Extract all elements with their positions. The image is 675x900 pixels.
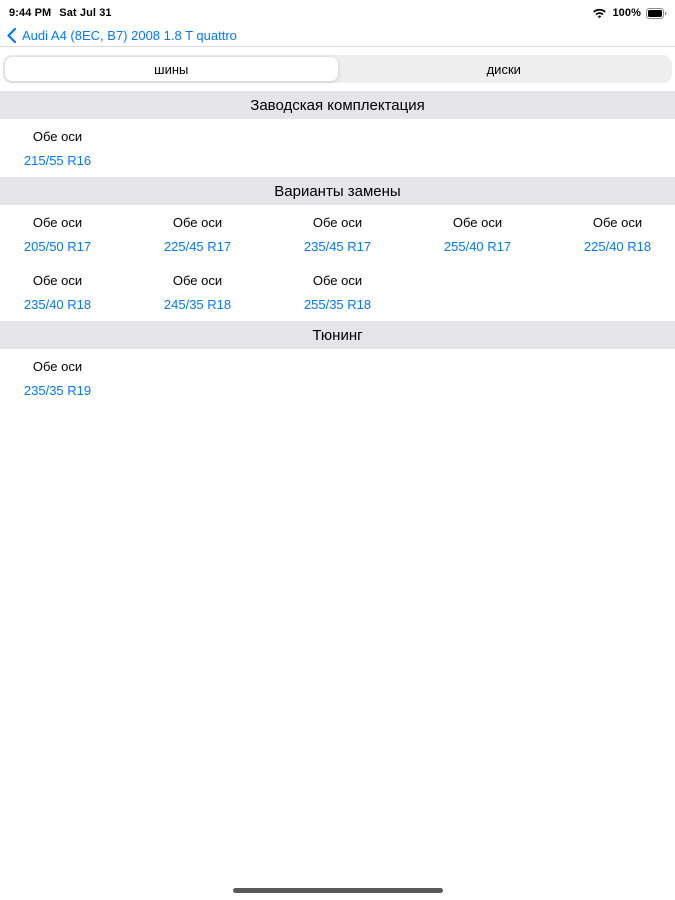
battery-percent: 100%: [612, 7, 641, 19]
segment-tab[interactable]: диски: [486, 61, 521, 77]
wifi-icon: [592, 8, 607, 19]
tire-size-link[interactable]: 225/40 R18: [583, 239, 652, 254]
tire-item: [23, 349, 92, 407]
tire-item: [23, 205, 92, 263]
section-header: Заводская комплектация: [0, 91, 675, 119]
chevron-left-icon: [7, 28, 16, 43]
tire-item: [23, 119, 92, 177]
section: [0, 91, 675, 177]
tire-axis-label: Обе оси: [32, 129, 83, 144]
segment-tab[interactable]: шины: [5, 57, 338, 81]
home-indicator[interactable]: [233, 888, 443, 893]
tire-axis-label: Обе оси: [452, 215, 503, 230]
tire-item: [443, 205, 512, 263]
tire-item: [303, 205, 372, 263]
section-grid: [0, 349, 675, 407]
tire-axis-label: Обе оси: [32, 273, 83, 288]
back-button[interactable]: [7, 28, 237, 43]
tire-size-link[interactable]: 235/35 R19: [23, 383, 92, 398]
tire-item: [583, 205, 652, 263]
tire-size-link[interactable]: 235/40 R18: [23, 297, 92, 312]
section: [0, 321, 675, 407]
tire-axis-label: Обе оси: [32, 359, 83, 374]
segmented-control: [3, 55, 672, 83]
section-header: Варианты замены: [0, 177, 675, 205]
status-bar: [0, 0, 675, 24]
tire-axis-label: Обе оси: [32, 215, 83, 230]
section-grid: [0, 119, 675, 177]
tire-size-link[interactable]: 225/45 R17: [163, 239, 232, 254]
tire-item: [163, 263, 232, 321]
tire-axis-label: Обе оси: [312, 215, 363, 230]
section-header: Тюнинг: [0, 321, 675, 349]
tire-axis-label: Обе оси: [172, 273, 223, 288]
tire-axis-label: Обе оси: [172, 215, 223, 230]
status-time: 9:44 PM: [9, 7, 52, 19]
tire-size-link[interactable]: 245/35 R18: [163, 297, 232, 312]
back-button-label: Audi A4 (8EC, B7) 2008 1.8 T quattro: [22, 27, 237, 43]
status-date: Sat Jul 31: [59, 7, 112, 19]
tire-axis-label: Обе оси: [312, 273, 363, 288]
section: [0, 177, 675, 321]
nav-bar: [0, 24, 675, 47]
tire-item: [163, 205, 232, 263]
section-grid: [0, 205, 675, 321]
tire-size-link[interactable]: 255/35 R18: [303, 297, 372, 312]
tire-size-link[interactable]: 235/45 R17: [303, 239, 372, 254]
tire-size-link[interactable]: 215/55 R16: [23, 153, 92, 168]
tire-axis-label: Обе оси: [592, 215, 643, 230]
battery-full-icon: [646, 8, 667, 19]
tire-size-link[interactable]: 255/40 R17: [443, 239, 512, 254]
segmented-control-wrap: [0, 47, 675, 91]
tire-item: [23, 263, 92, 321]
tire-item: [303, 263, 372, 321]
tire-sections: [0, 91, 675, 407]
tire-size-link[interactable]: 205/50 R17: [23, 239, 92, 254]
